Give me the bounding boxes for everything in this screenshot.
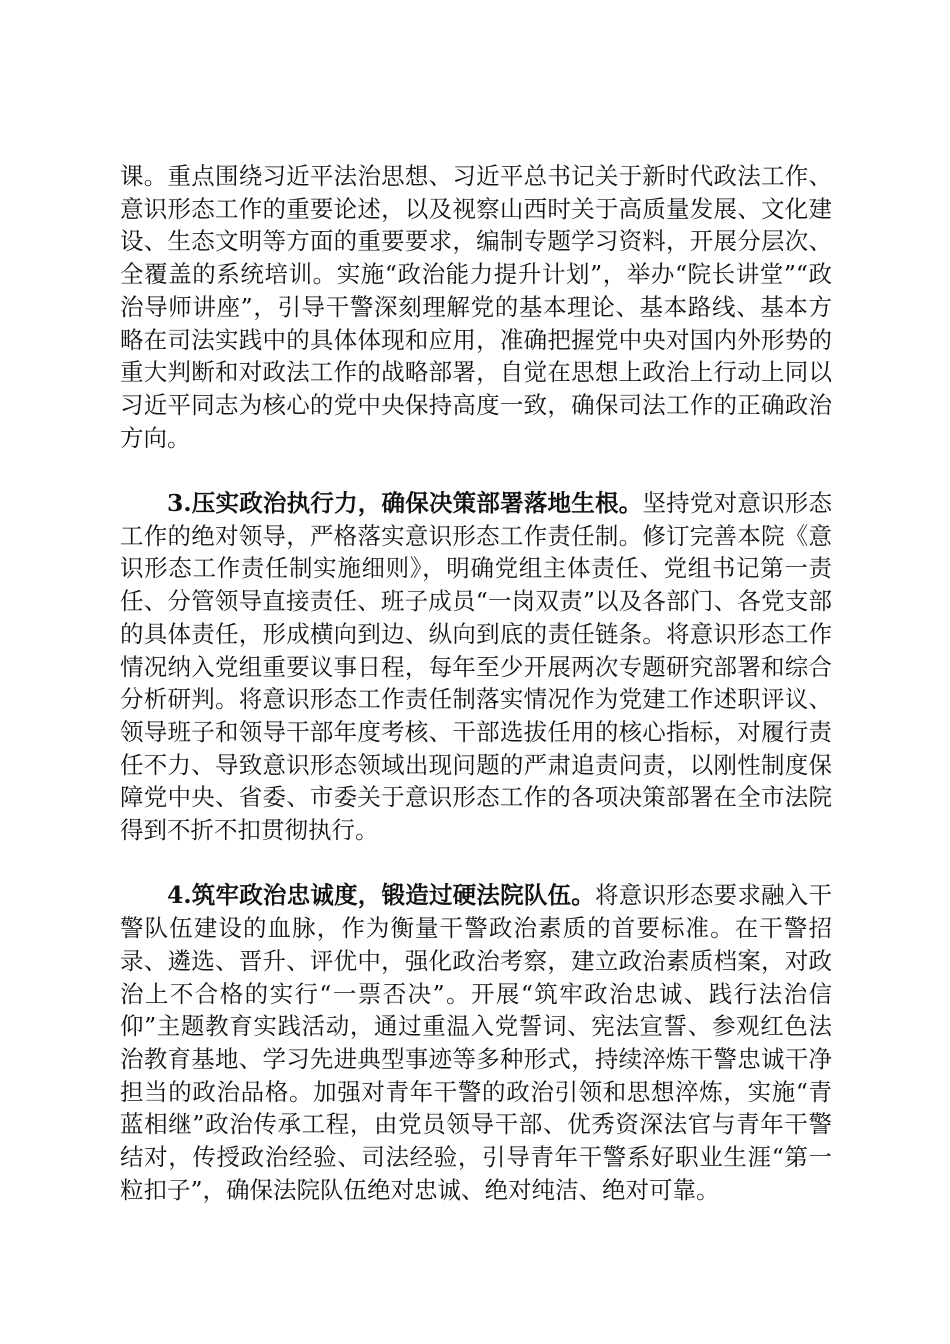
paragraph-section-3	[120, 487, 832, 847]
paragraph-gap	[120, 847, 832, 880]
document-page	[120, 160, 832, 1206]
paragraph-gap	[120, 454, 832, 487]
paragraph-section-4	[120, 879, 832, 1206]
section-heading: 4.筑牢政治忠诚度，锻造过硬法院队伍。	[167, 881, 596, 910]
paragraph-body: 课。重点围绕习近平法治思想、习近平总书记关于新时代政法工作、意识形态工作的重要论述，以及视察山西时关于高质量发展、文化建设、生态文明等方面的重要要求，编制专题学习资料，开展分层次、全覆盖的系统培训。实施“政治能力提升计划”，举办“院长讲堂”“政治导师讲座”，引导干警深刻理解党的基本理论、基本路线、基本方略在司法实践中的具体体现和应用，准确把握党中央对国内外形势的重大判断和对政法工作的战略部署，自觉在思想上政治上行动上同以习近平同志为核心的党中央保持高度一致，确保司法工作的正确政治方向。	[120, 162, 832, 452]
section-heading: 3.压实政治执行力，确保决策部署落地生根。	[167, 489, 643, 518]
paragraph-continuation	[120, 160, 832, 454]
paragraph-body: 坚持党对意识形态工作的绝对领导，严格落实意识形态工作责任制。修订完善本院《意识形态工作责任制实施细则》，明确党组主体责任、党组书记第一责任、分管领导直接责任、班子成员“一岗双责”以及各部门、各党支部的具体责任，形成横向到边、纵向到底的责任链条。将意识形态工作情况纳入党组重要议事日程，每年至少开展两次专题研究部署和综合分析研判。将意识形态工作责任制落实情况作为党建工作述职评议、领导班子和领导干部年度考核、干部选拔任用的核心指标，对履行责任不力、导致意识形态领域出现问题的严肃追责问责，以刚性制度保障党中央、省委、市委关于意识形态工作的各项决策部署在全市法院得到不折不扣贯彻执行。	[120, 489, 832, 845]
paragraph-body: 将意识形态要求融入干警队伍建设的血脉，作为衡量干警政治素质的首要标准。在干警招录、遴选、晋升、评优中，强化政治考察，建立政治素质档案，对政治上不合格的实行“一票否决”。开展“筑牢政治忠诚、践行法治信仰”主题教育实践活动，通过重温入党誓词、宪法宣誓、参观红色法治教育基地、学习先进典型事迹等多种形式，持续淬炼干警忠诚干净担当的政治品格。加强对青年干警的政治引领和思想淬炼，实施“青蓝相继”政治传承工程，由党员领导干部、优秀资深法官与青年干警结对，传授政治经验、司法经验，引导青年干警系好职业生涯“第一粒扣子”，确保法院队伍绝对忠诚、绝对纯洁、绝对可靠。	[120, 881, 832, 1204]
